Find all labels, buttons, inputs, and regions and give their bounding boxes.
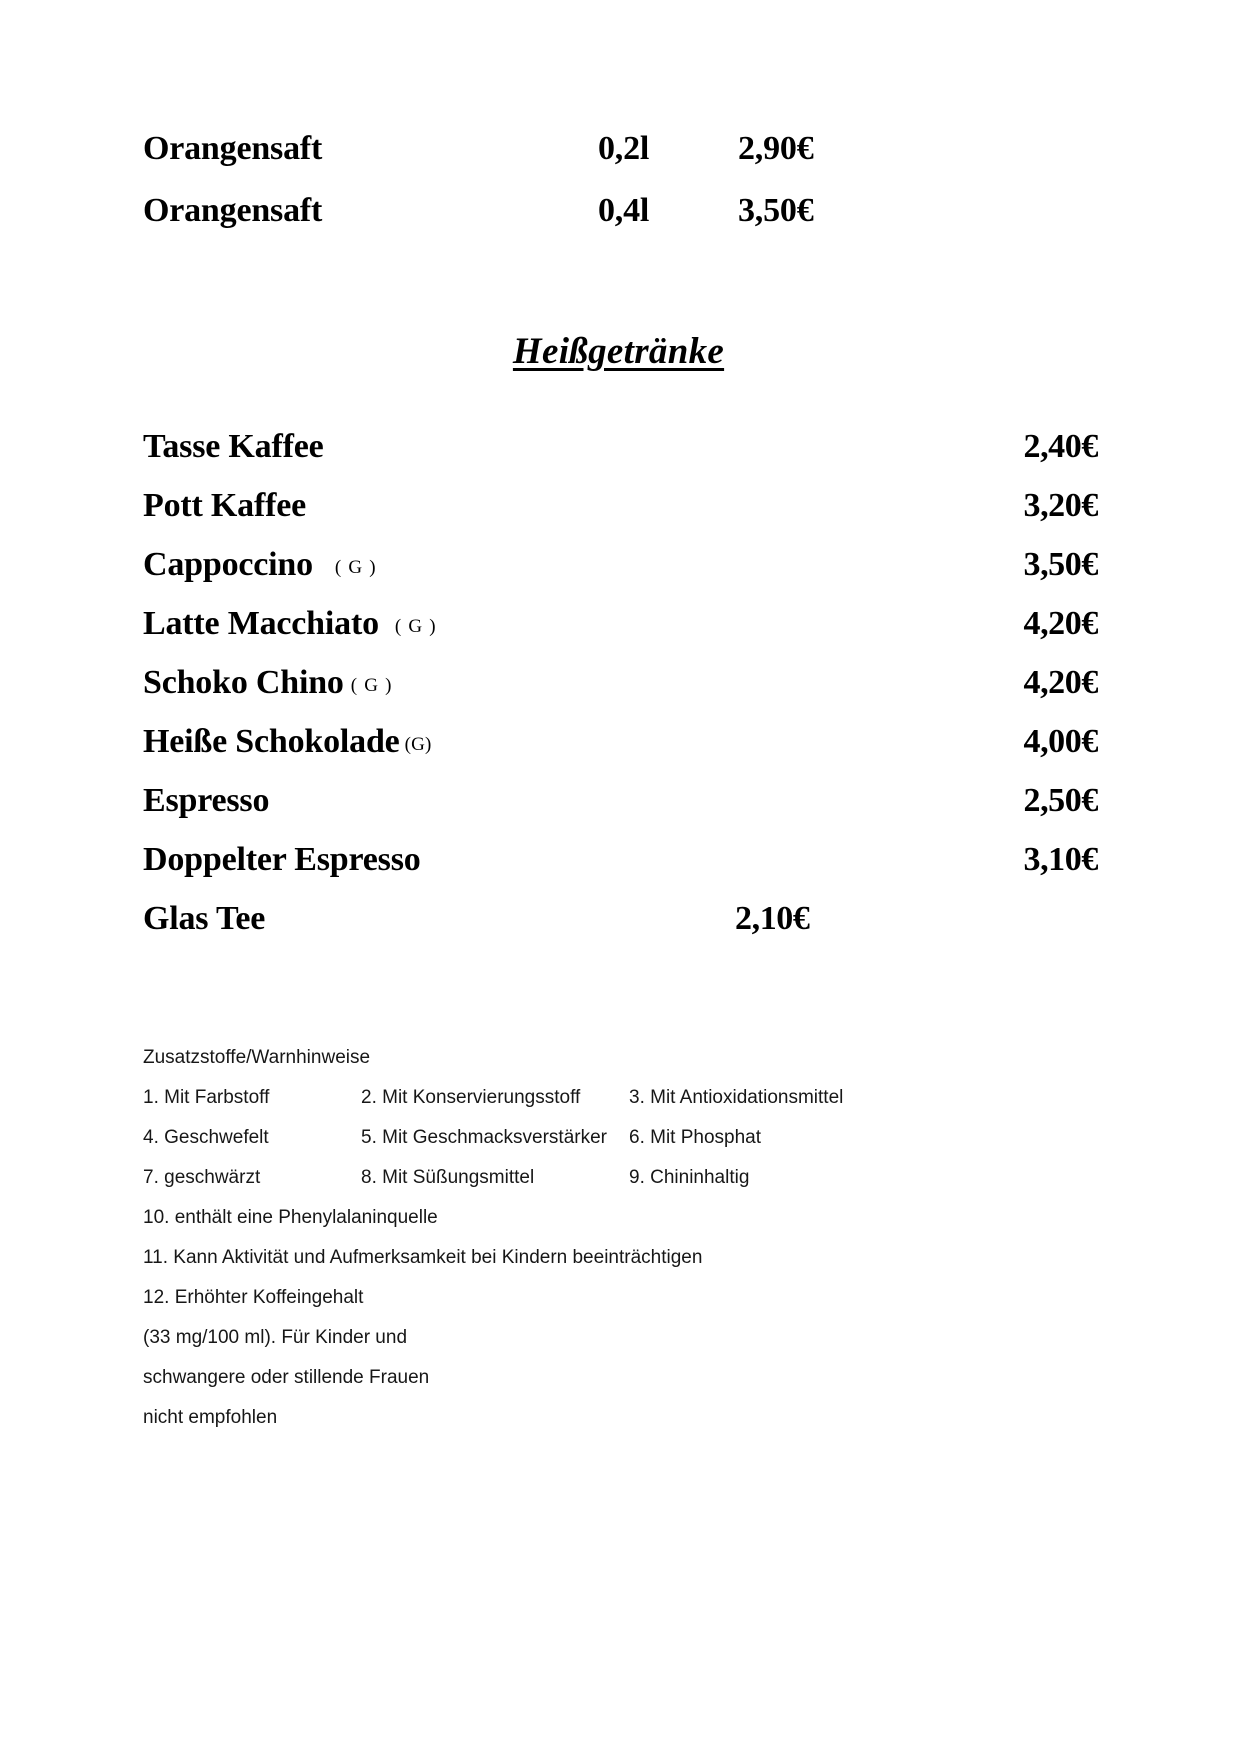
item-size: 0,4l (598, 192, 650, 229)
item-name (143, 723, 432, 761)
footnote-line: 12. Erhöhter Koffeingehalt (143, 1287, 364, 1308)
item-price: 4,20€ (1023, 664, 1098, 701)
item-size: 0,2l (598, 130, 650, 167)
item-label: Pott Kaffee (143, 487, 306, 524)
footnote-item: 4. Geschwefelt (143, 1127, 269, 1148)
item-name: Orangensaft (143, 130, 323, 167)
footnote-row (143, 1118, 1093, 1158)
footnotes-title: Zusatzstoffe/Warnhinweise (143, 1047, 371, 1068)
item-price: 3,10€ (1023, 841, 1098, 878)
item-name (143, 841, 421, 879)
footnote-line: (33 mg/100 ml). Für Kinder und (143, 1327, 408, 1348)
item-label: Schoko Chino (143, 664, 344, 701)
item-price: 2,90€ (738, 130, 814, 167)
item-label: Glas Tee (143, 900, 266, 937)
menu-row (143, 546, 1098, 605)
menu-row (143, 782, 1098, 841)
hot-drinks-section (143, 428, 1098, 959)
item-name: Orangensaft (143, 192, 323, 229)
item-price: 3,50€ (1023, 546, 1098, 583)
allergen-marker: ( G ) (334, 557, 377, 578)
footnotes-grid (143, 1078, 1093, 1198)
section-heading (0, 330, 1241, 373)
menu-row (143, 605, 1098, 664)
item-label: Latte Macchiato (143, 605, 379, 642)
item-label: Tasse Kaffee (143, 428, 324, 465)
item-label: Espresso (143, 782, 270, 819)
menu-row (143, 900, 1098, 959)
item-price: 3,50€ (738, 192, 814, 229)
footnotes-section (143, 1038, 1093, 1438)
item-name (143, 605, 437, 643)
item-name (143, 782, 269, 820)
footnote-row (143, 1078, 1093, 1118)
menu-row (143, 130, 903, 192)
allergen-marker: ( G ) (394, 616, 437, 637)
footnote-line: 10. enthält eine Phenylalaninquelle (143, 1207, 438, 1228)
item-price: 4,00€ (1023, 723, 1098, 760)
item-name (143, 900, 265, 938)
footnote-line: schwangere oder stillende Frauen (143, 1367, 430, 1388)
item-price: 2,50€ (1023, 782, 1098, 819)
footnote-line: 11. Kann Aktivität und Aufmerksamkeit bei Kindern beeinträchtigen (143, 1247, 703, 1268)
item-price: 2,40€ (1023, 428, 1098, 465)
menu-row (143, 723, 1098, 782)
item-name (143, 487, 306, 525)
item-label: Doppelter Espresso (143, 841, 421, 878)
footnote-item: 8. Mit Süßungsmittel (361, 1167, 535, 1188)
juice-section (143, 130, 903, 254)
allergen-marker: ( G ) (350, 675, 393, 696)
footnote-item: 7. geschwärzt (143, 1167, 261, 1188)
item-label: Cappoccino (143, 546, 313, 583)
menu-row (143, 487, 1098, 546)
menu-row (143, 192, 903, 254)
footnote-row (143, 1158, 1093, 1198)
item-price: 4,20€ (1023, 605, 1098, 642)
menu-row (143, 428, 1098, 487)
menu-row (143, 664, 1098, 723)
item-name (143, 664, 393, 702)
item-label: Heiße Schokolade (143, 723, 400, 760)
item-name (143, 428, 323, 466)
footnote-item: 6. Mit Phosphat (629, 1127, 762, 1148)
footnote-item: 5. Mit Geschmacksverstärker (361, 1127, 607, 1148)
allergen-marker: (G) (404, 734, 432, 755)
menu-row (143, 841, 1098, 900)
footnote-item: 9. Chininhaltig (629, 1167, 750, 1188)
item-price: 2,10€ (735, 900, 810, 937)
item-name (143, 546, 377, 584)
item-price: 3,20€ (1023, 487, 1098, 524)
section-heading-text: Heißgetränke (512, 331, 725, 372)
footnote-item: 1. Mit Farbstoff (143, 1087, 270, 1108)
footnote-item: 3. Mit Antioxidationsmittel (629, 1087, 844, 1108)
footnote-item: 2. Mit Konservierungsstoff (361, 1087, 581, 1108)
footnote-line: nicht empfohlen (143, 1407, 278, 1428)
